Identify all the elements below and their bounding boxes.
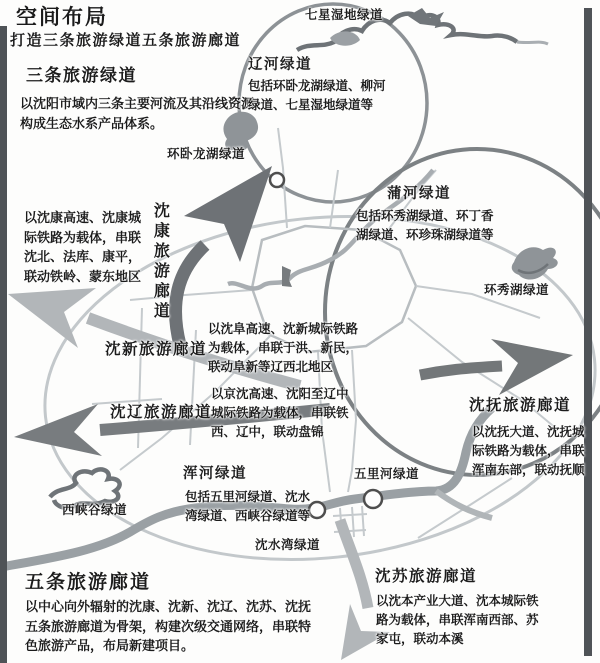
shenliao-corridor-title: 沈辽旅游廊道	[110, 404, 213, 421]
shenxin-corridor-title: 沈新旅游廊道	[105, 341, 208, 358]
right-border-bar	[584, 8, 592, 656]
poi-circle-wulihe	[364, 490, 382, 508]
shenkang-corridor-title: 沈康旅游廊道	[151, 202, 169, 322]
shenfu-corridor-desc: 以沈抚大道、沈抚城际铁路为载体，串联浑南东部，联动抚顺	[472, 425, 585, 477]
poi-circle-wolonghu	[270, 173, 284, 187]
liaohe-callout-title: 辽河绿道	[248, 57, 312, 73]
puhe-callout-desc: 包括环秀湖绿道、环丁香湖绿道、环珍珠湖绿道等	[356, 209, 494, 242]
label-xiuhu-greenway: 环秀湖绿道	[484, 283, 550, 297]
shenfu-corridor-title: 沈抚旅游廊道	[469, 397, 572, 414]
label-xixiagu-greenway: 西峡谷绿道	[62, 503, 128, 517]
label-qixing-wetland-greenway: 七星湿地绿道	[305, 8, 384, 22]
label-wulihe-greenway: 五里河绿道	[354, 467, 420, 481]
shenxin-corridor-desc: 以沈阜高速、沈新城际铁路为载体，串联于洪、新民，联动阜新等辽西北地区	[208, 322, 359, 374]
label-wolonghu-greenway: 环卧龙湖绿道	[167, 147, 246, 161]
hunhe-callout-desc: 包括五里河绿道、沈水湾绿道、西峡谷绿道等	[185, 490, 311, 523]
xiuhu-lake	[512, 247, 558, 279]
shensu-corridor-title: 沈苏旅游廊道	[375, 568, 478, 585]
left-border-bar	[0, 26, 7, 663]
greenways-section-heading: 三条旅游绿道	[26, 66, 137, 85]
greenways-section-body: 以沈阳市域内三条主要河流及其沿线资源构成生态水系产品体系。	[20, 96, 255, 131]
liaohe-callout-desc: 包括环卧龙湖绿道、柳河绿道、七星湿地绿道等	[248, 79, 386, 112]
label-shenshuiwan-greenway: 沈水湾绿道	[255, 538, 321, 552]
page-title: 空间布局	[16, 6, 108, 29]
shensu-corridor-desc: 以沈本产业大道、沈本城际铁路为载体，串联浑南西部、苏家屯，联动本溪	[376, 594, 539, 646]
shenkang-corridor-desc: 以沈康高速、沈康城际铁路为载体，串联沈北、法库、康平，联动铁岭、蒙东地区	[24, 210, 142, 284]
shenliao-corridor-desc: 以京沈高速、沈阳至辽中城际铁路为载体，串联铁西、辽中，联动盘锦	[211, 387, 349, 439]
page-subtitle: 打造三条旅游绿道五条旅游廊道	[10, 32, 242, 49]
puhe-callout-title: 蒲河绿道	[387, 186, 451, 202]
corridors-section-body: 以中心向外辐射的沈康、沈新、沈辽、沈苏、沈抚五条旅游廊道为骨架，构建次级交通网络，串联特色旅游产品，布局新建项目。	[25, 599, 312, 653]
hunhe-callout-title: 浑河绿道	[183, 466, 247, 482]
corridors-section-heading: 五条旅游廊道	[25, 572, 152, 593]
